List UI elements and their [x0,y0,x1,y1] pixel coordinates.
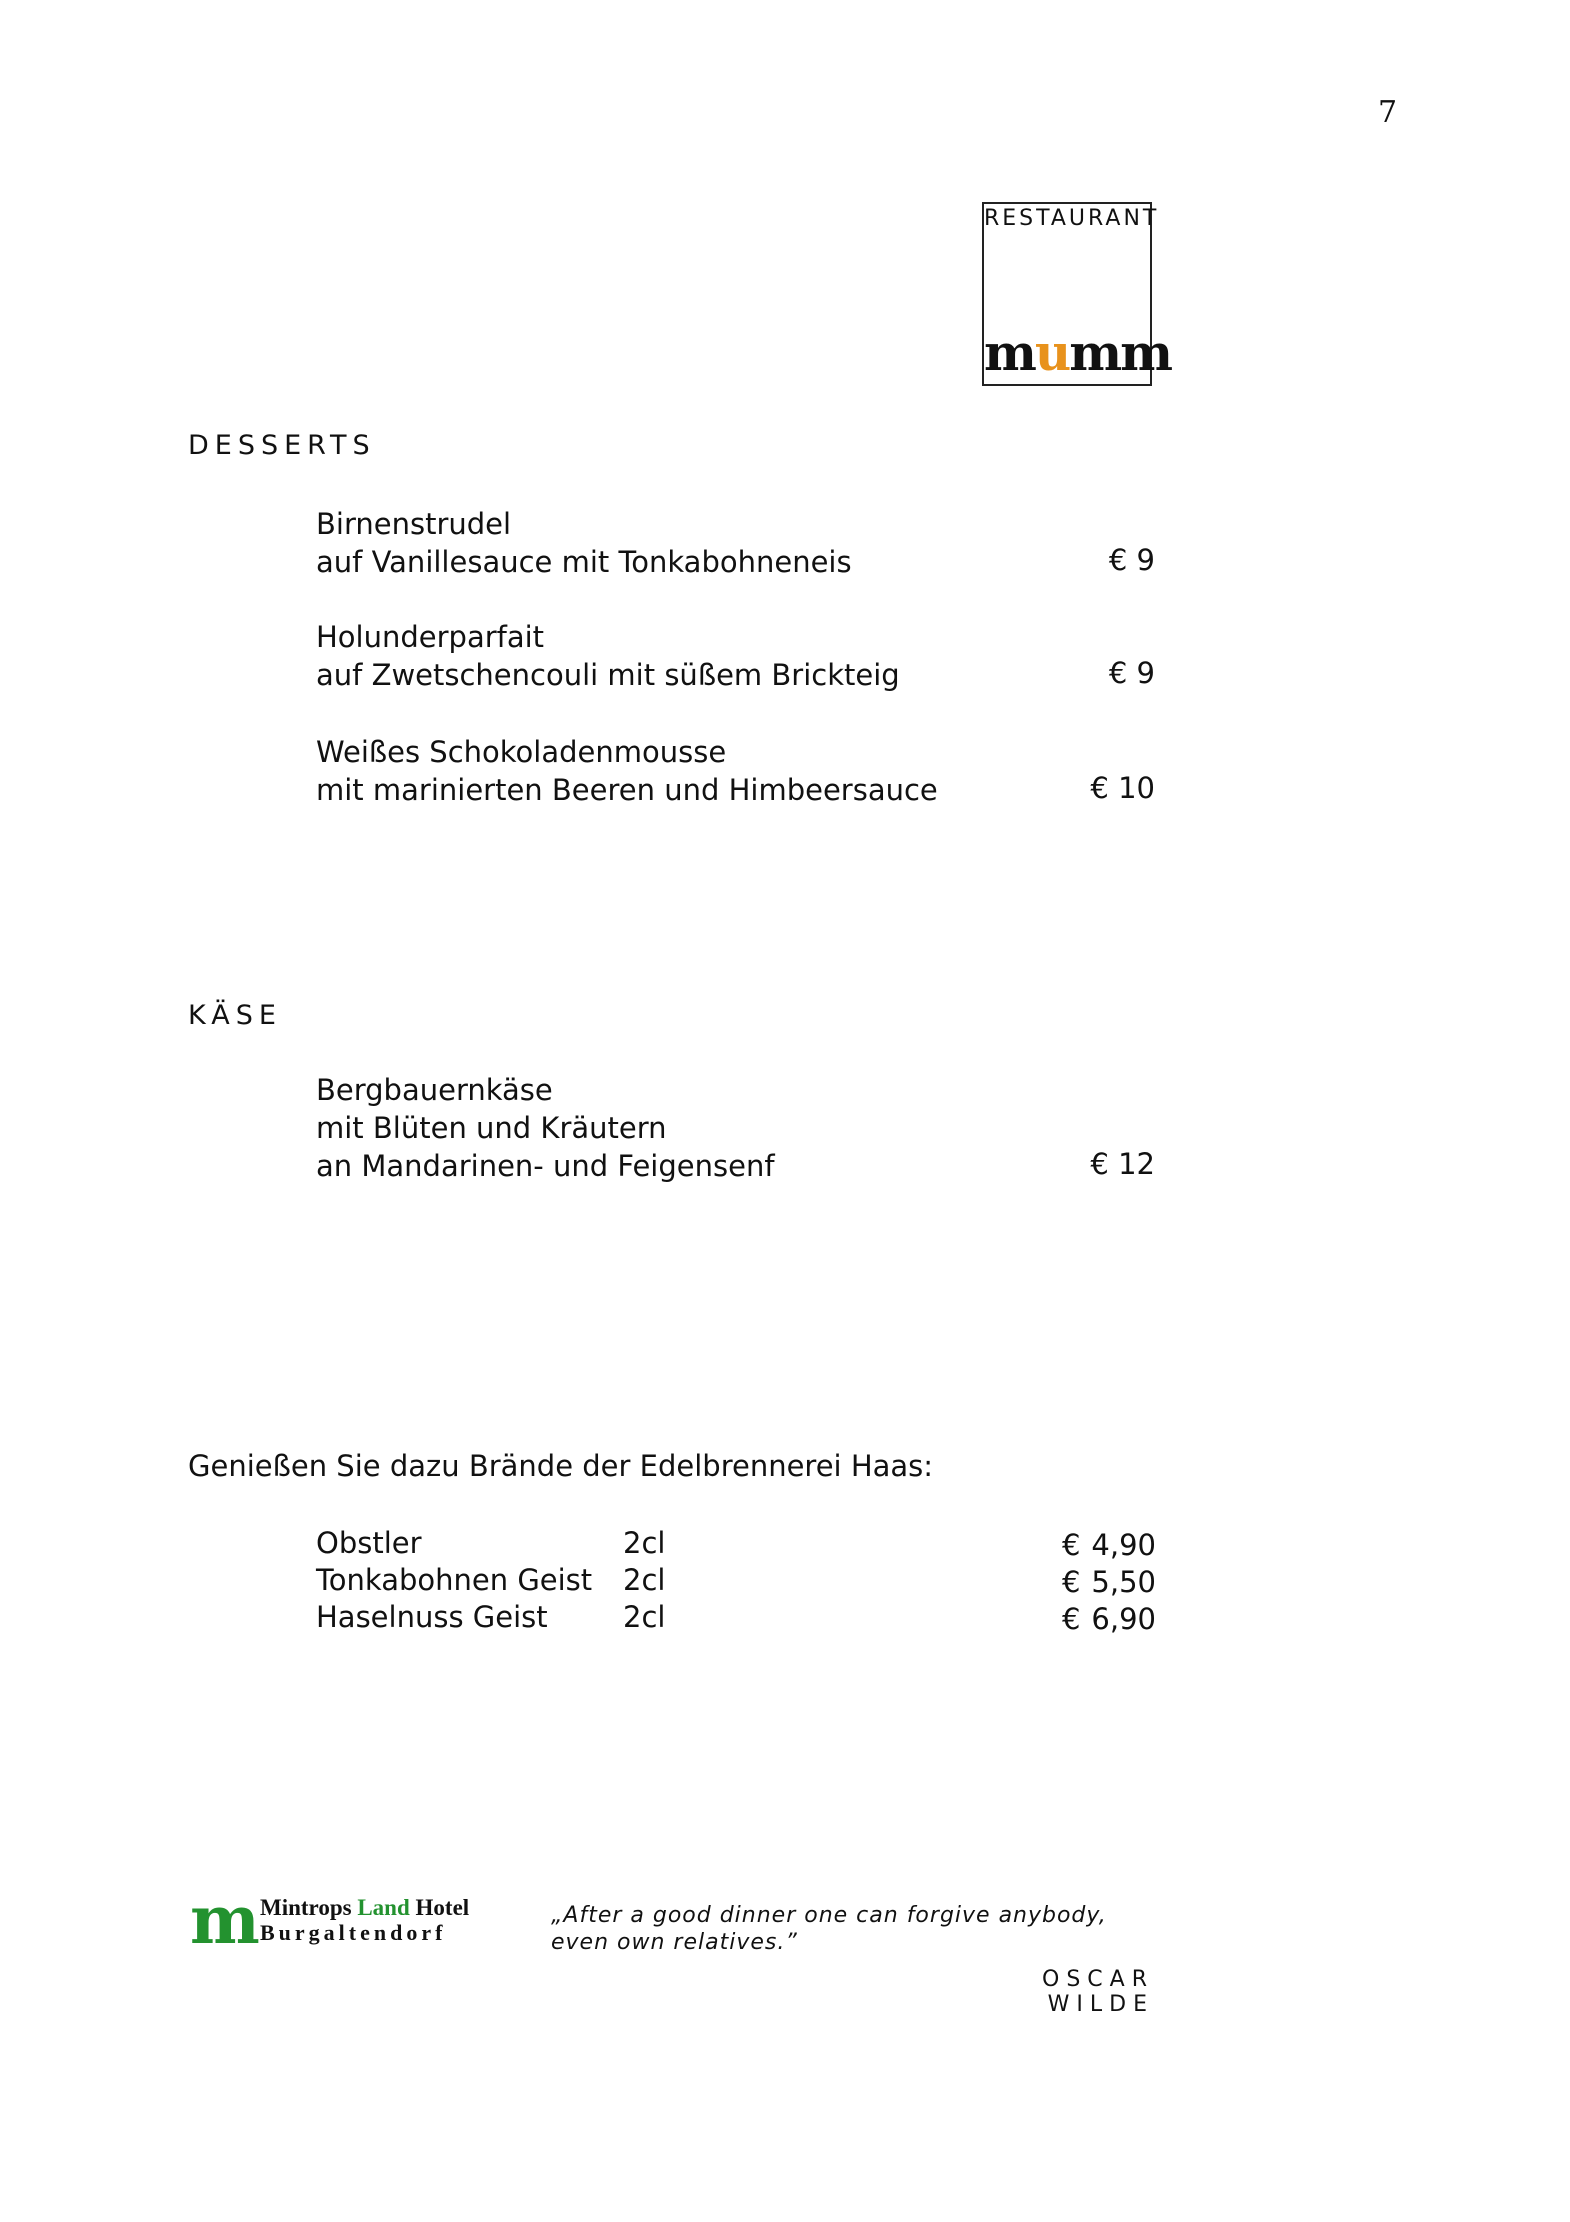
quote-text: „After a good dinner one can forgive anybody, even own relatives.” [551,1903,1107,1955]
cheese-item [316,1071,775,1185]
dessert-name: Birnenstrudel [316,507,512,541]
spirit-name: Obstler [316,1526,422,1560]
dessert-item [316,733,938,809]
dessert-price: € 9 [1108,543,1155,577]
spirit-currency: € [1062,1602,1081,1636]
dessert-item [316,618,900,694]
dessert-name: Weißes Schokoladenmousse [316,735,727,769]
cheese-description: mit Blüten und Kräutern [316,1111,667,1145]
logo-letter: m [1069,323,1121,382]
hotel-name: Mintrops Land Hotel [260,1895,470,1920]
hotel-place: Burgaltendorf [260,1920,447,1945]
spirits-intro: Genießen Sie dazu Brände der Edelbrennerei Haas: [188,1449,934,1483]
hotel-logo [190,1881,470,1959]
logo-mumm-word [984,323,1172,382]
hotel-m-icon: m [190,1881,260,1959]
spirit-size: 2cl [623,1563,666,1597]
spirit-currency: € [1062,1528,1081,1562]
cheese-heading: KÄSE [188,1000,282,1031]
spirit-name: Tonkabohnen Geist [316,1563,593,1597]
desserts-heading: DESSERTS [188,430,376,461]
spirit-size: 2cl [623,1600,666,1634]
dessert-price: € 9 [1108,656,1155,690]
quote-author: OSCAR WILDE [1042,1967,1154,2017]
logo-restaurant-text: RESTAURANT [984,206,1160,231]
dessert-price: € 10 [1090,771,1155,805]
spirit-size: 2cl [623,1526,666,1560]
page-number: 7 [1378,95,1398,130]
dessert-description: mit marinierten Beeren und Himbeersauce [316,773,938,807]
cheese-price: € 12 [1090,1147,1155,1181]
restaurant-logo [982,202,1172,386]
spirit-price: 6,90 [1091,1602,1156,1636]
logo-letter: m [984,323,1035,382]
dessert-name: Holunderparfait [316,620,545,654]
logo-letter: m [1120,323,1172,382]
cheese-name: Bergbauernkäse [316,1073,553,1107]
cheese-description: an Mandarinen- und Feigensenf [316,1149,775,1183]
spirit-name: Haselnuss Geist [316,1600,548,1634]
dessert-description: auf Vanillesauce mit Tonkabohneneis [316,545,852,579]
dessert-item [316,505,852,581]
spirit-currency: € [1062,1565,1081,1599]
spirit-price: 4,90 [1091,1528,1156,1562]
dessert-description: auf Zwetschencouli mit süßem Brickteig [316,658,900,692]
spirit-price: 5,50 [1091,1565,1156,1599]
logo-letter: u [1034,323,1070,382]
